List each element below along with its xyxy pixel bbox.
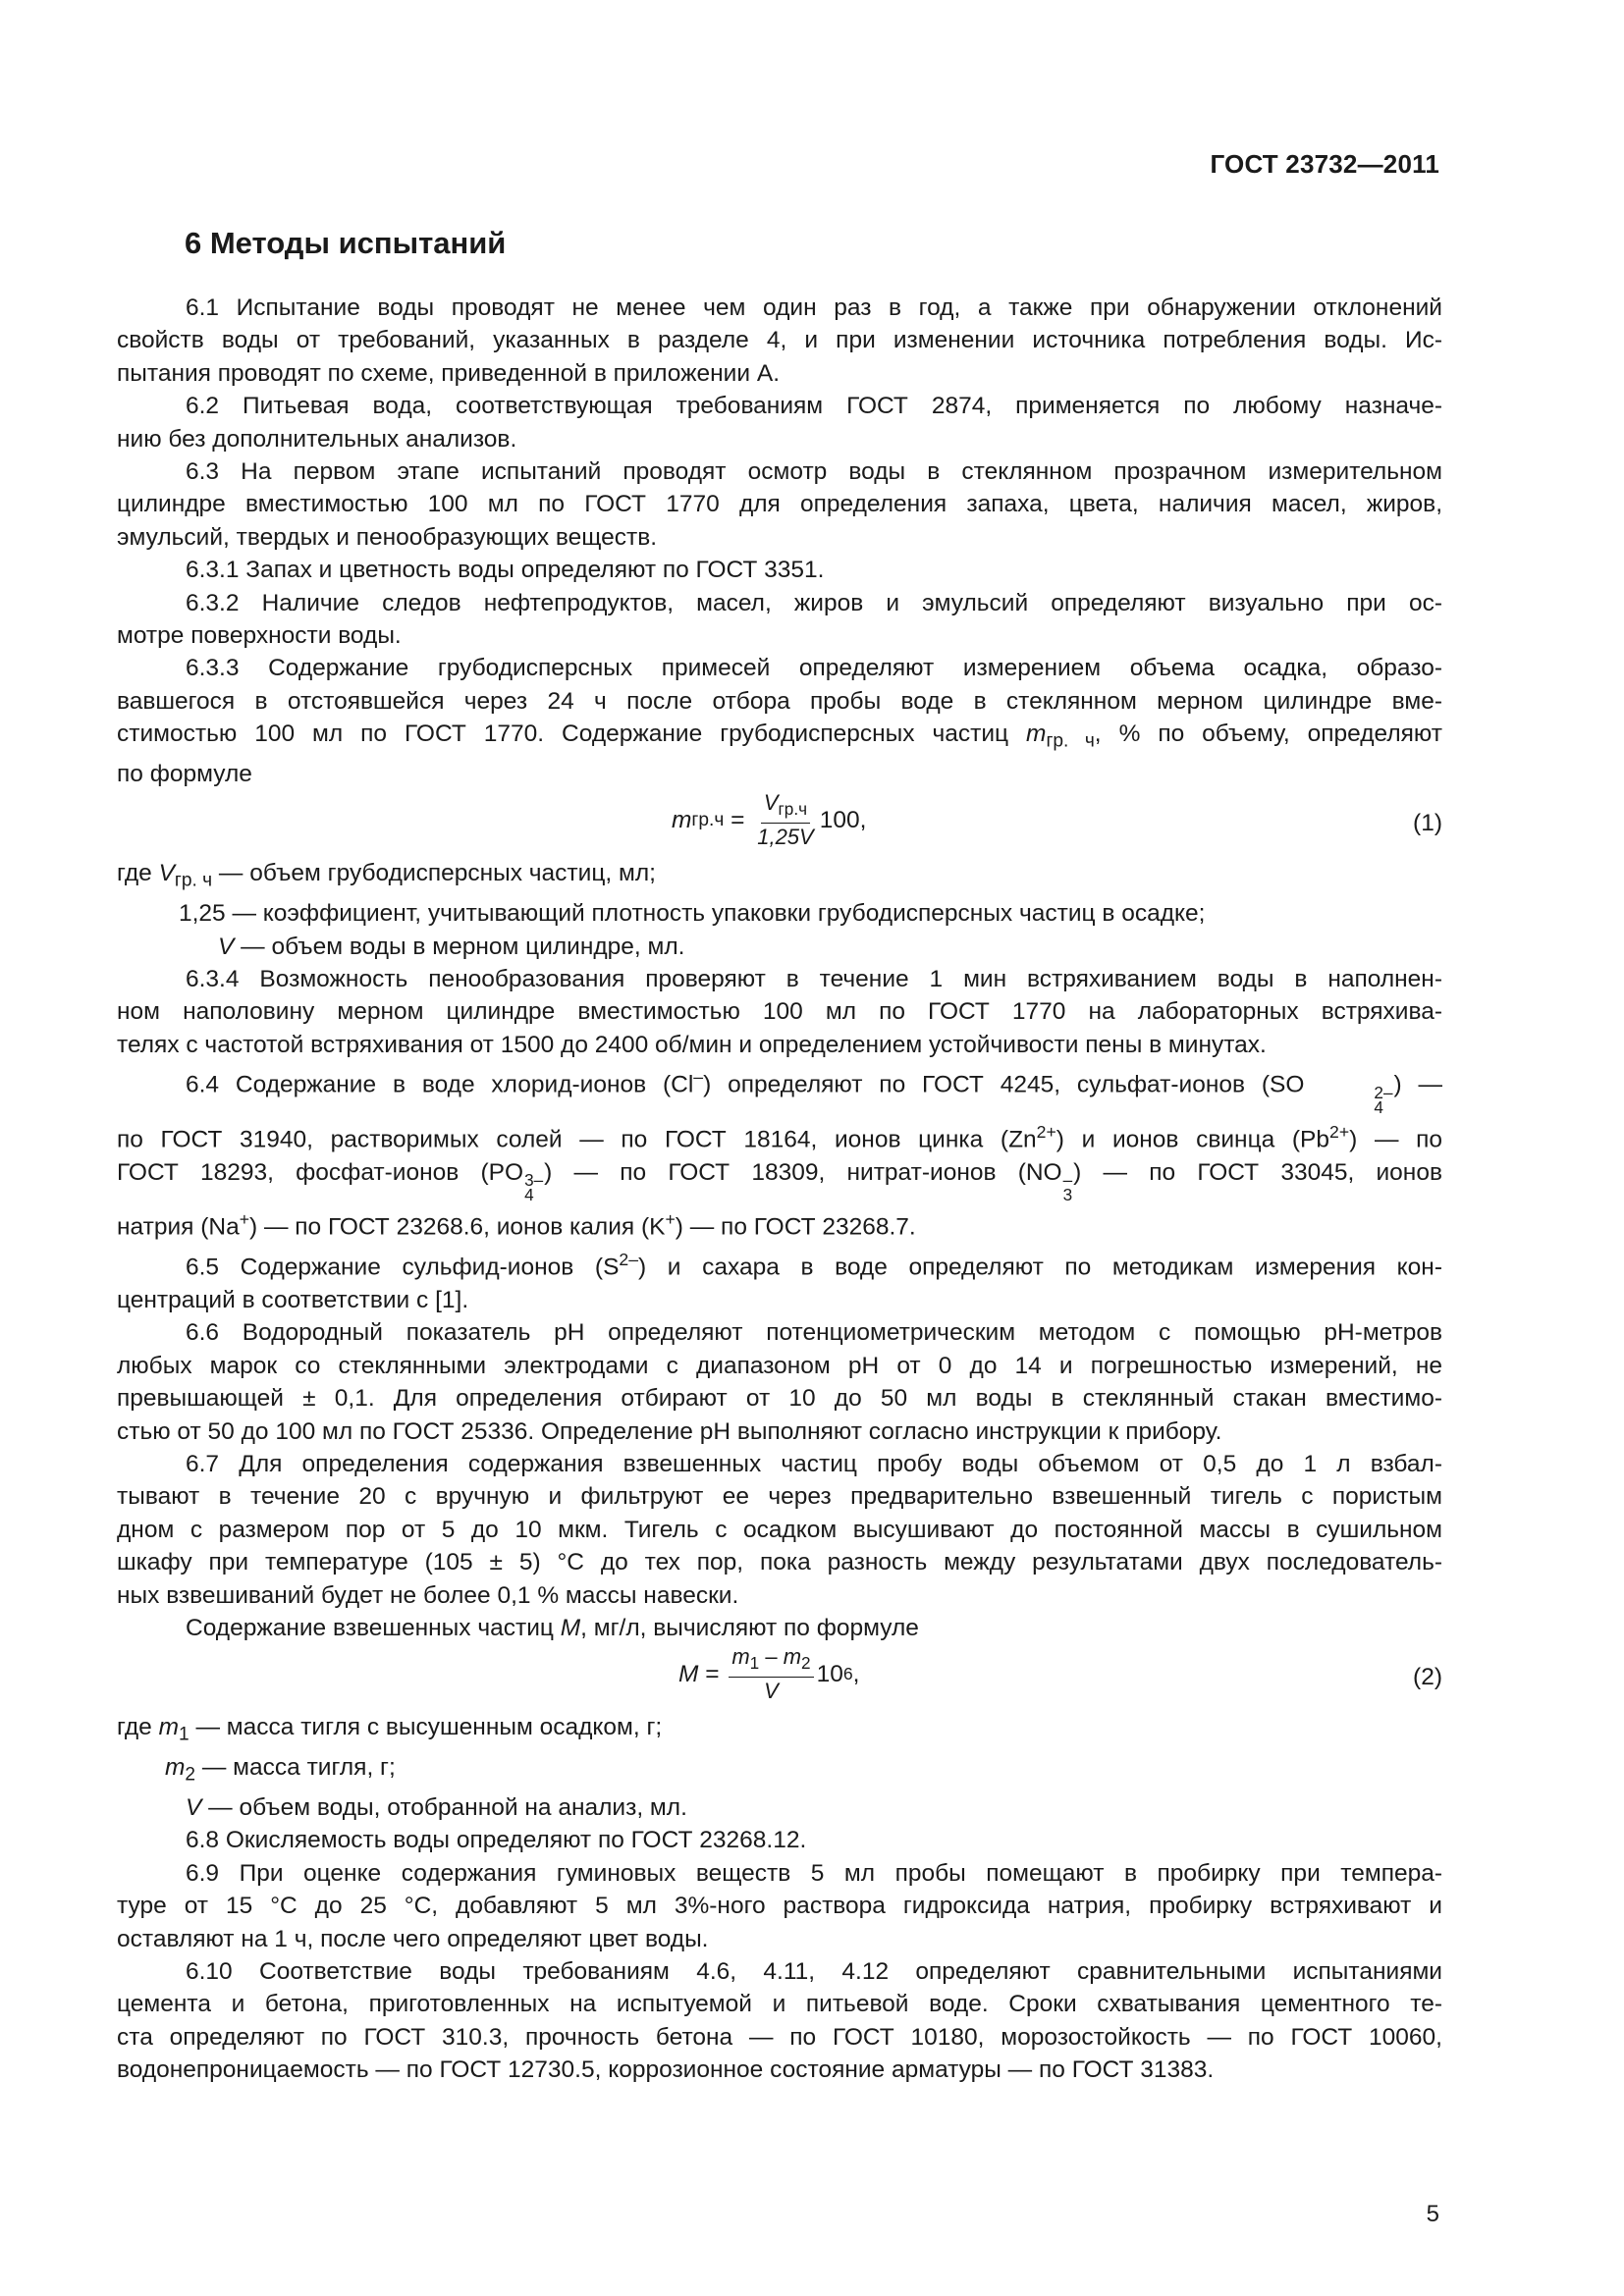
where-block-1: где $V_{гр. ч}$ — объем грубодисперсных частиц, мл; 1,25 — коэффициент, учитывающий плотность упаковки грубодисперсных частиц в осадке; V — объем воды в мерном цилиндре, мл. <box>117 860 1206 960</box>
formula-2: M = $\frac{m_1 - m_2}{V}$ 10 6 , (2) <box>678 1644 1442 1704</box>
text-line: цилиндре вместимостью 100 мл по ГОСТ 1770 для определения запаха, цвета, наличия масел, жиров, <box>117 491 1442 518</box>
paragraph-6-3-1 <box>117 554 1442 586</box>
text-line: 6.1 Испытание воды проводят не менее чем один раз в год, а также при обнаружении отклонений <box>186 294 1442 321</box>
paragraph-6-3 <box>117 455 1442 554</box>
text-line: водонепроницаемость — по ГОСТ 12730.5, коррозионное состояние арматуры — по ГОСТ 31383. <box>117 2056 1215 2084</box>
text-line: 6.9 При оценке содержания гуминовых веществ 5 мл пробы помещают в пробирку при темпера- <box>186 1859 1442 1887</box>
text-line: нию без дополнительных анализов. <box>117 425 517 453</box>
paragraph-6-5 <box>117 1244 1442 1317</box>
text-line: 6.7 Для определения содержания взвешенных частиц пробу воды объемом от 0,5 до 1 л взбал- <box>186 1450 1442 1477</box>
paragraph-6-9 <box>117 1857 1442 1955</box>
text-line: ных взвешиваний будет не более 0,1 % массы навески. <box>117 1581 739 1609</box>
text-line: цемента и бетона, приготовленных на испытуемой и питьевой воде. Сроки схватывания цементного те- <box>117 1991 1442 2018</box>
paragraph-6-3-3 <box>117 652 1442 790</box>
text-line: 6.6 Водородный показатель pH определяют потенциометрическим методом с помощью pH-метров <box>186 1319 1442 1347</box>
formula-number: (2) <box>1413 1664 1442 1691</box>
paragraph-6-4 <box>117 1061 1442 1244</box>
text-line: тывают в течение 20 с вручную и фильтруют ее через предварительно взвешенный тигель с пористым <box>117 1483 1442 1511</box>
paragraph-6-7 <box>117 1448 1442 1612</box>
text-line: 6.3.3 Содержание грубодисперсных примесей определяют измерением объема осадка, образо- <box>186 655 1442 682</box>
text-line: шкафу при температуре (105 ± 5) °С до тех пор, пока разность между результатами двух последователь- <box>117 1549 1442 1576</box>
text-line: мотре поверхности воды. <box>117 622 402 650</box>
text-line: стимостью 100 мл по ГОСТ 1770. Содержание грубодисперсных частиц $m_{гр. ч}$, % по объему, определяют <box>117 721 1442 752</box>
document-header: ГОСТ 23732—2011 <box>1210 149 1439 179</box>
text-line: свойств воды от требований, указанных в разделе 4, и при изменении источника потребления воды. Ис- <box>117 327 1442 354</box>
text-line: ном наполовину мерном цилиндре вместимостью 100 мл по ГОСТ 1770 на лабораторных встряхива- <box>117 998 1442 1026</box>
fraction: $\frac{m_1 - m_2}{V}$ <box>729 1644 813 1704</box>
text-line: ста определяют по ГОСТ 310.3, прочность бетона — по ГОСТ 10180, морозостойкость — по ГОСТ 10060, <box>117 2023 1442 2051</box>
text-line: любых марок со стеклянными электродами с диапазоном pH от 0 до 14 и погрешностью измерений, не <box>117 1352 1442 1379</box>
text-line: пытания проводят по схеме, приведенной в приложении А. <box>117 359 781 387</box>
text-line: дном с размером пор от 5 до 10 мкм. Тигель с осадком высушивают до постоянной массы в сушильном <box>117 1516 1442 1543</box>
text-line: 6.3.2 Наличие следов нефтепродуктов, масел, жиров и эмульсий определяют визуально при ос- <box>186 589 1442 616</box>
text-line: 6.8 Окисляемость воды определяют по ГОСТ 23268.12. <box>186 1827 807 1854</box>
text-line: 6.4 Содержание в воде хлорид-ионов (Cl–) определяют по ГОСТ 4245, сульфат-ионов (SO 2– 4 ) — <box>186 1067 1442 1118</box>
section-title: 6 Методы испытаний <box>185 226 507 260</box>
page-number: 5 <box>1426 2201 1439 2227</box>
text-line: Содержание взвешенных частиц M, мг/л, вычисляют по формуле <box>186 1615 919 1641</box>
paragraph-6-8 <box>117 1824 1442 1856</box>
text-line: превышающей ± 0,1. Для определения отбирают от 10 до 50 мл воды в стеклянный стакан вместимо- <box>117 1385 1442 1413</box>
text-line: 6.3 На первом этапе испытаний проводят осмотр воды в стеклянном прозрачном измерительном <box>186 458 1442 486</box>
paragraph-6-1 <box>117 292 1442 390</box>
text-line: центраций в соответствии с [1]. <box>117 1286 469 1313</box>
paragraph-6-6 <box>117 1316 1442 1448</box>
text-line: вавшегося в отстоявшейся через 24 ч после отбора пробы воде в стеклянном мерном цилиндре вме- <box>117 687 1442 715</box>
text-line: эмульсий, твердых и пенообразующих веществ. <box>117 523 658 551</box>
where-block-2: где $m_1$ — масса тигля с высушенным осадком, г; $m_2$ — масса тигля, г; V — объем воды, отобранной на анализ, мл. <box>117 1714 687 1821</box>
text-line: стью от 50 до 100 мл по ГОСТ 25336. Определение pH выполняют согласно инструкции к прибору. <box>117 1417 1222 1445</box>
text-line: 6.5 Содержание сульфид-ионов $(S^{2-})$ и сахара в воде определяют по методикам измерения кон- <box>186 1249 1442 1281</box>
text-line: туре от 15 °С до 25 °С, добавляют 5 мл 3%-ного раствора гидроксида натрия, пробирку встряхивают и <box>117 1893 1442 1920</box>
text-line: 6.3.1 Запах и цветность воды определяют по ГОСТ 3351. <box>186 557 825 584</box>
formula-number: (1) <box>1413 810 1442 837</box>
text-line: по ГОСТ 31940, растворимых солей — по ГОСТ 18164, ионов цинка $(Zn^{2+})$ и ионов свинца $(Pb^{2+})$ — по <box>117 1121 1442 1153</box>
paragraph-6-3-4 <box>117 963 1442 1061</box>
text-line: ГОСТ 18293, фосфат-ионов (PO 3– 4 ) — по ГОСТ 18309, нитрат-ионов (NO – 3 ) — по ГОСТ 33045, ионов <box>117 1158 1442 1205</box>
text-line: 6.10 Соответствие воды требованиям 4.6, 4.11, 4.12 определяют сравнительными испытаниями <box>186 1957 1442 1985</box>
fraction: $\frac{V_{гр.ч}}{1,25V}$ <box>757 790 814 850</box>
text-line: по формуле <box>117 761 252 788</box>
body-text <box>117 292 1442 2087</box>
paragraph-6-10 <box>117 1955 1442 2087</box>
text-line: 6.3.4 Возможность пенообразования проверяют в течение 1 мин встряхиванием воды в наполнен- <box>186 966 1442 992</box>
paragraph-6-7-formula-intro <box>117 1612 1442 1644</box>
text-line: 6.2 Питьевая вода, соответствующая требованиям ГОСТ 2874, применяется по любому назначе- <box>186 393 1442 420</box>
paragraph-6-3-2 <box>117 587 1442 653</box>
text-line: натрия (Na+) — по ГОСТ 23268.6, ионов калия (K+) — по ГОСТ 23268.7. <box>117 1208 916 1241</box>
text-line: оставляют на 1 ч, после чего определяют цвет воды. <box>117 1925 709 1952</box>
text-line: телях с частотой встряхивания от 1500 до 2400 об/мин и определением устойчивости пены в минутах. <box>117 1031 1267 1058</box>
paragraph-6-2 <box>117 390 1442 455</box>
formula-1: m гр.ч = $\frac{V_{гр.ч}}{1,25V}$ 100, (1) <box>672 790 1442 850</box>
